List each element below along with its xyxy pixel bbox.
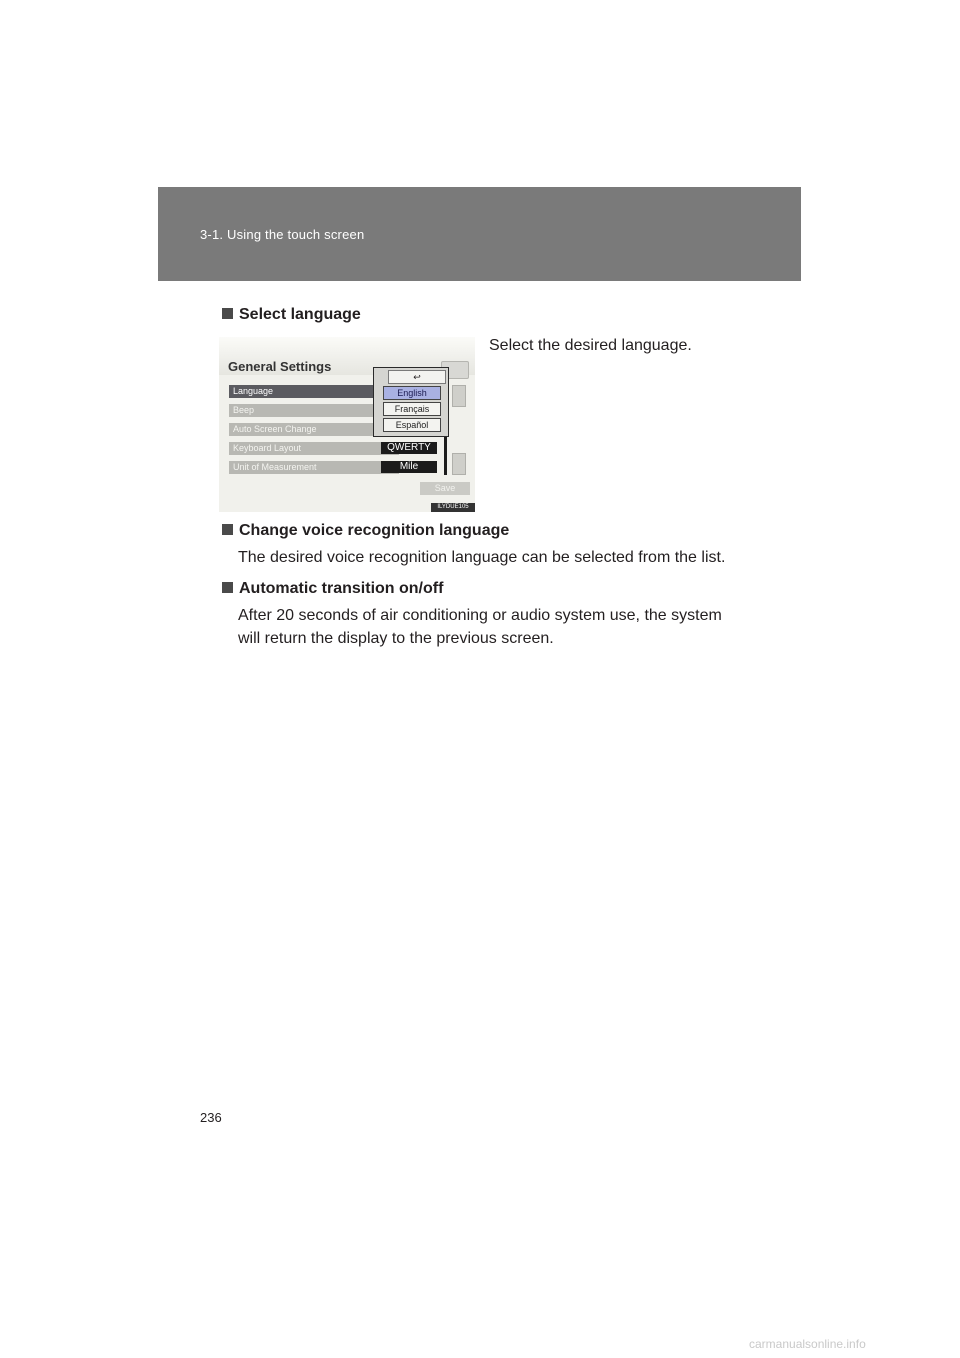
heading-text: Select language (239, 306, 361, 323)
bullet-square-icon (222, 308, 233, 319)
language-option-espanol: Español (383, 418, 441, 432)
heading-select-language (222, 306, 361, 324)
select-language-text: Select the desired language. (489, 337, 692, 354)
figure-row-beep: Beep (229, 404, 399, 417)
bullet-square-icon (222, 582, 233, 593)
page-number: 236 (200, 1110, 222, 1125)
section-header-band (158, 187, 801, 281)
popup-back-icon: ↩ (388, 370, 446, 384)
heading-text: Change voice recognition language (239, 522, 510, 539)
language-popup (373, 367, 449, 437)
scroll-up-icon (452, 385, 466, 407)
figure-code-label: ILYDUE105 (431, 503, 475, 512)
voice-recognition-text: The desired voice recognition language can be selected from the list. (238, 549, 726, 566)
figure-row-auto-screen-change: Auto Screen Change (229, 423, 399, 436)
language-option-francais: Français (383, 402, 441, 416)
bullet-square-icon (222, 524, 233, 535)
language-option-english: English (383, 386, 441, 400)
scroll-down-icon (452, 453, 466, 475)
figure-title: General Settings (228, 359, 332, 374)
heading-text: Automatic transition on/off (239, 580, 444, 597)
section-title: 3-1. Using the touch screen (200, 227, 365, 242)
heading-voice-recognition (222, 522, 509, 540)
figure-row-language: Language (229, 385, 399, 398)
watermark: carmanualsonline.info (749, 1337, 866, 1351)
automatic-transition-line-1: After 20 seconds of air conditioning or audio system use, the system (238, 607, 722, 624)
figure-save-button: Save (420, 482, 470, 495)
automatic-transition-line-2: will return the display to the previous screen. (238, 630, 554, 647)
figure-row-keyboard-layout: Keyboard Layout (229, 442, 399, 455)
figure-value-unit: Mile (381, 461, 437, 473)
figure-row-unit-of-measurement: Unit of Measurement (229, 461, 399, 474)
figure-value-keyboard: QWERTY (381, 442, 437, 454)
general-settings-screenshot (219, 337, 475, 512)
heading-automatic-transition (222, 580, 443, 598)
